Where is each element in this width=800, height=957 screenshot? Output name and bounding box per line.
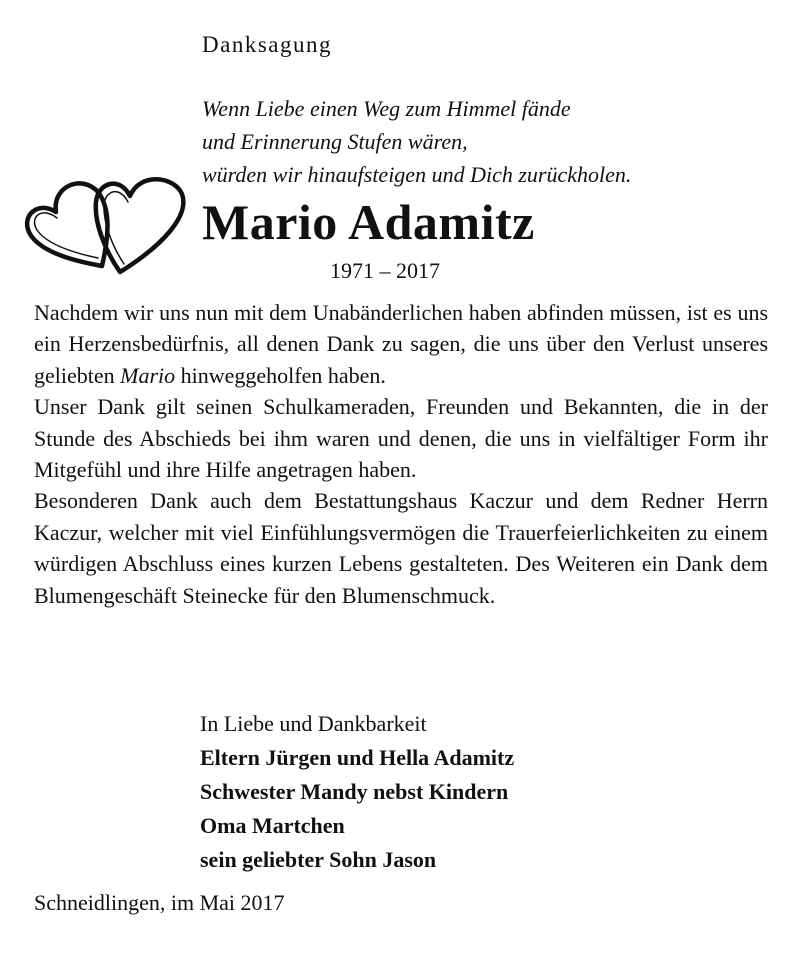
signatory: sein geliebter Sohn Jason [200, 847, 437, 872]
poem-line: Wenn Liebe einen Weg zum Himmel fände [202, 96, 571, 121]
body-paragraph [34, 297, 768, 391]
life-years: 1971 – 2017 [330, 258, 440, 283]
memorial-poem [202, 92, 631, 191]
body-text: hinweggeholfen haben. [175, 362, 386, 388]
notice-heading: Danksagung [202, 32, 332, 57]
place-date: Schneidlingen, im Mai 2017 [34, 890, 285, 915]
body-text: Nachdem wir uns nun mit dem Unabänderlichen haben abfinden müssen, ist es uns ein Herzensbedürfnis, all denen Dank zu sagen, die uns über den Verlust unseres geliebten [34, 300, 768, 388]
two-hearts-icon [24, 172, 194, 276]
closing-intro: In Liebe und Dankbarkeit [200, 711, 427, 736]
poem-line: und Erinnerung Stufen wären, [202, 129, 468, 154]
thank-you-text [34, 297, 768, 611]
body-paragraph: Unser Dank gilt seinen Schulkameraden, Freunden und Bekannten, die in der Stunde des Abschieds bei ihm waren und denen, die uns in vielfältiger Form ihr Mitgefühl und ihre Hilfe angetragen haben. [34, 394, 768, 483]
deceased-first-name: Mario [120, 362, 176, 388]
signatory: Oma Martchen [200, 813, 345, 838]
poem-line: würden wir hinaufsteigen und Dich zurückholen. [202, 162, 632, 187]
closing-block [200, 707, 514, 877]
deceased-name: Mario Adamitz [202, 194, 535, 250]
body-paragraph: Besonderen Dank auch dem Bestattungshaus Kaczur und dem Redner Herrn Kaczur, welcher mit viel Einfühlungsvermögen die Trauerfeierlichkeiten zu einem würdigen Abschluss eines kurzen Lebens gestalteten. Des Weiteren ein Dank dem Blumengeschäft Steinecke für den Blumenschmuck. [34, 488, 768, 608]
signatory: Eltern Jürgen und Hella Adamitz [200, 745, 515, 770]
signatory: Schwester Mandy nebst Kindern [200, 779, 509, 804]
